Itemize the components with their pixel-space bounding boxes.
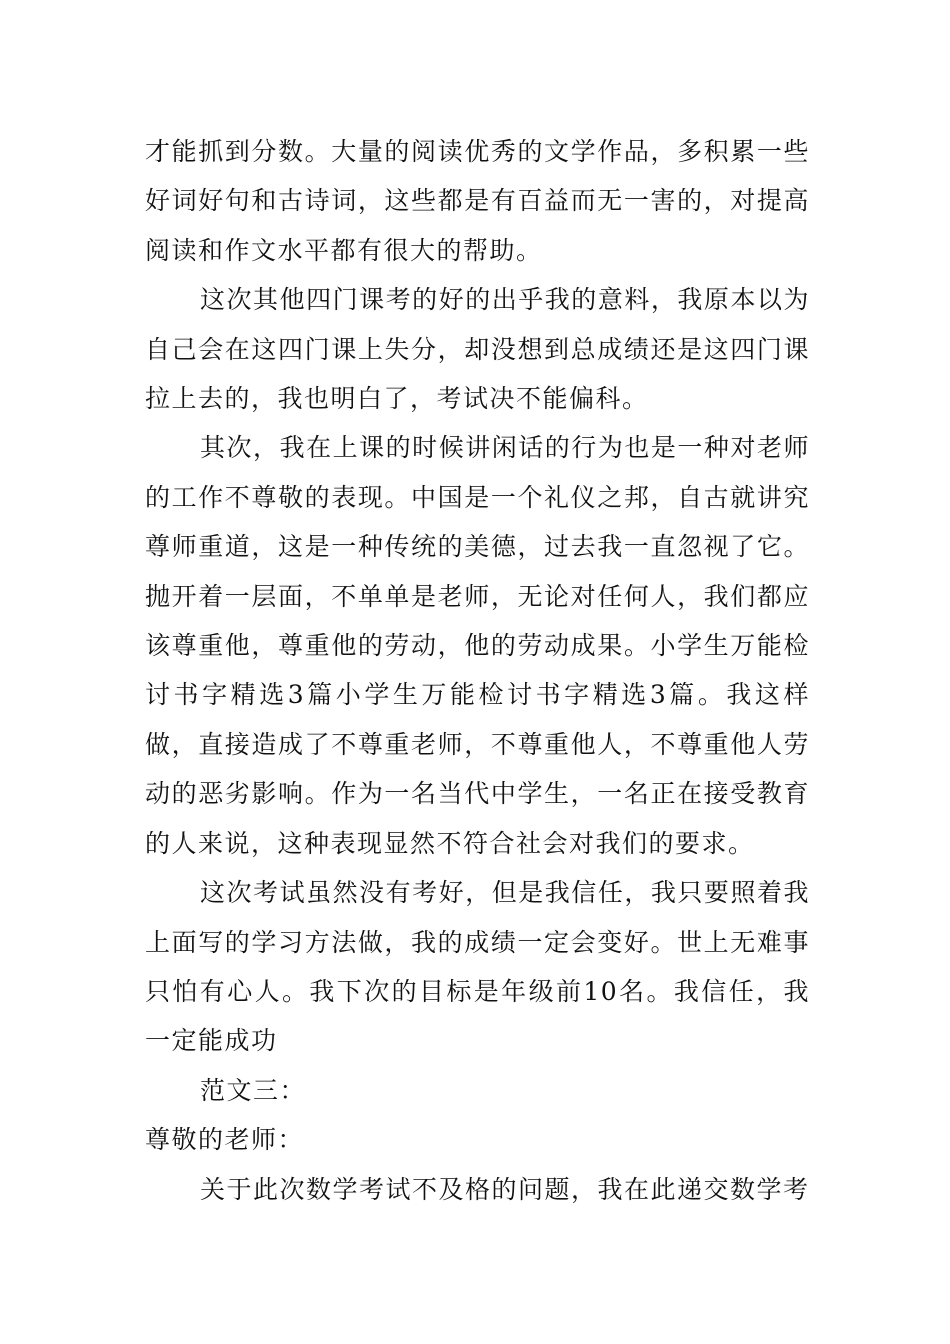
paragraph-respect-teacher: 其次，我在上课的时候讲闲话的行为也是一种对老师的工作不尊敬的表现。中国是一个礼仪之邦，自古就讲究尊师重道，这是一种传统的美德，过去我一直忽视了它。抛开着一层面，不单单是老师，无论对任何人，我们都应该尊重他，尊重他的劳动，他的劳动成果。小学生万能检讨书字精选3篇小学生万能检讨书字精选3篇。我这样做，直接造成了不尊重老师，不尊重他人，不尊重他人劳动的恶劣影响。作为一名当代中学生，一名正在接受教育的人来说，这种表现显然不符合社会对我们的要求。 — [145, 433, 810, 858]
document-body — [145, 127, 810, 1214]
section-label: 范文三： — [200, 1075, 307, 1105]
salutation: 尊敬的老师： — [145, 1125, 305, 1155]
paragraph-math-exam: 关于此次数学考试不及格的问题，我在此递交数学考 — [200, 1174, 810, 1204]
paragraph-future-goal: 这次考试虽然没有考好，但是我信任，我只要照着我上面写的学习方法做，我的成绩一定会变好。世上无难事只怕有心人。我下次的目标是年级前10名。我信任，我一定能成功 — [145, 878, 810, 1056]
paragraph-continuation: 才能抓到分数。大量的阅读优秀的文学作品，多积累一些好词好句和古诗词，这些都是有百益而无一害的，对提高阅读和作文水平都有很大的帮助。 — [145, 137, 810, 265]
paragraph-other-subjects: 这次其他四门课考的好的出乎我的意料，我原本以为自己会在这四门课上失分，却没想到总成绩还是这四门课拉上去的，我也明白了，考试决不能偏科。 — [145, 285, 810, 414]
